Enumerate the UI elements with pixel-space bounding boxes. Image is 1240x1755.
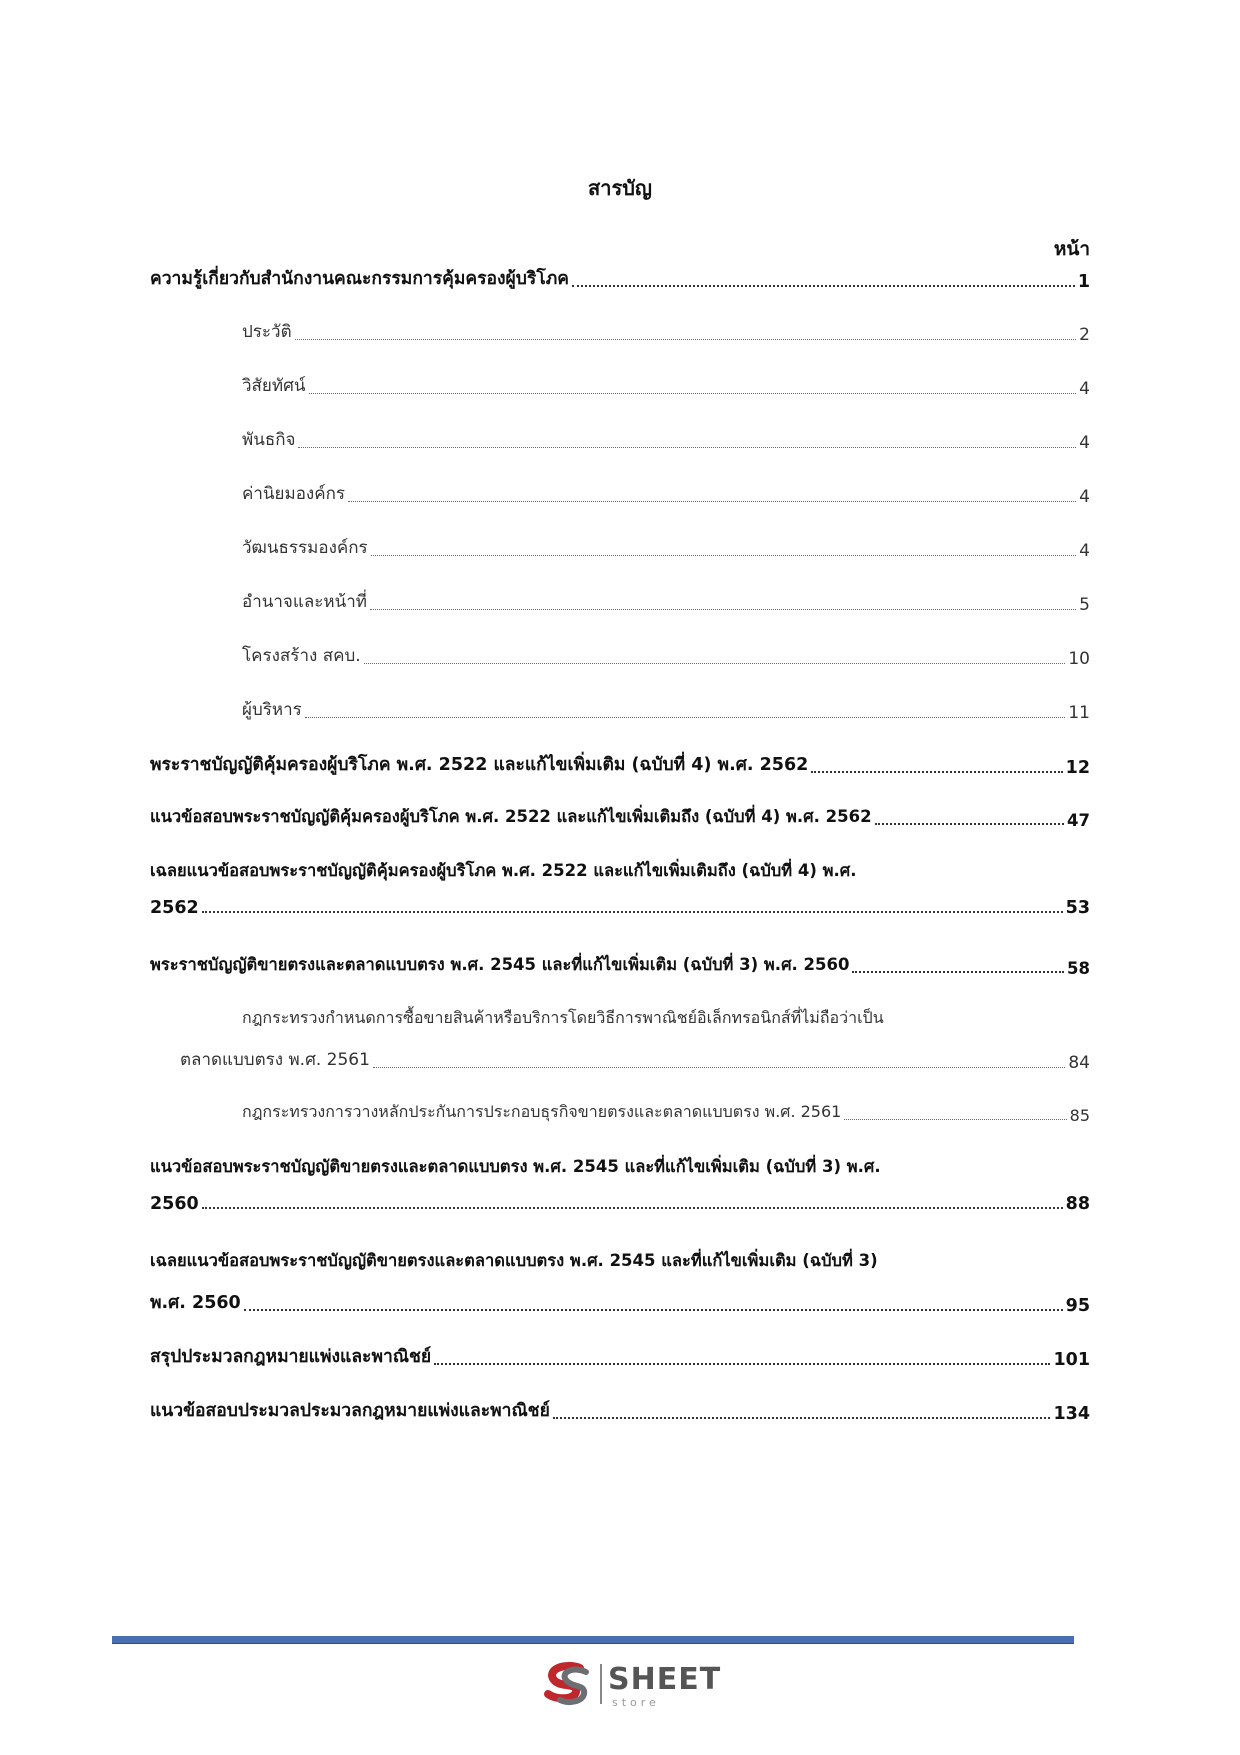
dot-leader [373,1066,1065,1068]
dot-leader [202,910,1063,913]
dot-leader [572,284,1075,287]
toc-entry-label: สรุปประมวลกฎหมายแพ่งและพาณิชย์ [150,1347,432,1367]
dot-leader [309,392,1077,394]
toc-entry-page: 1 [1077,272,1090,292]
toc-entry[interactable] [150,952,1090,978]
toc-entry-label: ความรู้เกี่ยวกับสำนักงานคณะกรรมการคุ้มครองผู้บริโภค [150,269,569,289]
toc-entry-page: 58 [1067,959,1090,978]
toc-entry[interactable] [242,642,1090,669]
dot-leader [811,770,1062,773]
logo-brand: SHEET [608,1662,722,1697]
toc-entry[interactable] [150,750,1090,778]
toc-entry-label: กฎกระทรวงการวางหลักประกันการประกอบธุรกิจขายตรงและตลาดแบบตรง พ.ศ. 2561 [242,1102,842,1121]
toc-entry[interactable] [242,534,1090,561]
toc-entry-page: 84 [1068,1053,1090,1073]
dot-leader [364,662,1066,664]
toc-entry-label: 2562 [150,898,199,918]
toc-entry[interactable] [242,426,1090,453]
toc-entry-label: ค่านิยมองค์กร [242,484,346,504]
toc-entry[interactable] [150,264,1090,292]
toc-entry[interactable] [150,898,1090,918]
toc-entry-label: พระราชบัญญัติขายตรงและตลาดแบบตรง พ.ศ. 2545 และที่แก้ไขเพิ่มเติม (ฉบับที่ 3) พ.ศ. 2560 [150,955,850,974]
toc-entry[interactable] [150,1194,1090,1214]
toc-entry[interactable] [242,588,1090,615]
toc-entry-label: วิสัยทัศน์ [242,376,306,396]
toc-entry[interactable] [180,1046,1090,1073]
toc-entry-label: ผู้บริหาร [242,700,302,720]
toc-entry-page: 88 [1065,1194,1090,1214]
toc-entry-page: 12 [1065,758,1090,778]
toc-entry[interactable] [242,480,1090,507]
toc-entry[interactable] [150,804,1090,830]
toc-entry-page: 5 [1079,595,1090,615]
toc-entry-label: อำนาจและหน้าที่ [242,592,367,612]
dot-leader [295,338,1077,340]
toc-entry-label: วัฒนธรรมองค์กร [242,538,368,558]
dot-leader [852,970,1064,973]
toc-entry-label-line1[interactable]: เฉลยแนวข้อสอบพระราชบัญญัติขายตรงและตลาดแบบตรง พ.ศ. 2545 และที่แก้ไขเพิ่มเติม (ฉบับที่ 3) [150,1251,878,1270]
toc-entry-page: 47 [1067,811,1090,830]
toc-title: สารบัญ [588,176,652,200]
dot-leader [434,1362,1050,1365]
logo-separator [600,1664,602,1704]
toc-entry-label: แนวข้อสอบประมวลประมวลกฎหมายแพ่งและพาณิชย์ [150,1401,550,1421]
logo-brand-sub: store [612,1696,660,1709]
dot-leader [305,716,1066,718]
dot-leader [370,608,1076,610]
toc-entry-page: 4 [1079,541,1090,561]
toc-entry-label: โครงสร้าง สคบ. [242,646,361,666]
sheet-store-logo [540,1660,720,1710]
toc-entry-label-line1[interactable]: เฉลยแนวข้อสอบพระราชบัญญัติคุ้มครองผู้บริโภค พ.ศ. 2522 และแก้ไขเพิ่มเติมถึง (ฉบับที่ 4) พ.ศ. [150,861,857,880]
toc-entry-label-line1[interactable]: กฎกระทรวงกำหนดการซื้อขายสินค้าหรือบริการโดยวิธีการพาณิชย์อิเล็กทรอนิกส์ที่ไม่ถือว่าเป็น [242,1008,884,1027]
toc-entry-page: 4 [1079,379,1090,399]
dot-leader [553,1416,1051,1419]
toc-entry-page: 101 [1053,1350,1090,1370]
toc-entry[interactable] [242,372,1090,399]
toc-entry-page: 2 [1079,325,1090,345]
toc-entry-page: 53 [1065,898,1090,918]
toc-entry-label: 2560 [150,1194,199,1214]
toc-entry-page: 4 [1079,433,1090,453]
toc-entry-label-line1[interactable]: แนวข้อสอบพระราชบัญญัติขายตรงและตลาดแบบตรง พ.ศ. 2545 และที่แก้ไขเพิ่มเติม (ฉบับที่ 3) พ.ศ. [150,1157,881,1176]
toc-entry[interactable] [242,318,1090,345]
toc-entry-label: พันธกิจ [242,430,296,450]
dot-leader [371,554,1076,556]
toc-entry-page: 10 [1068,649,1090,669]
dot-leader [202,1206,1063,1209]
toc-entry-page: 85 [1069,1106,1090,1125]
toc-entry[interactable] [150,1342,1090,1370]
dot-leader [875,822,1064,825]
toc-entry-page: 134 [1053,1404,1090,1424]
toc-entry-page: 4 [1079,487,1090,507]
toc-entry-label: แนวข้อสอบพระราชบัญญัติคุ้มครองผู้บริโภค พ.ศ. 2522 และแก้ไขเพิ่มเติมถึง (ฉบับที่ 4) พ.ศ. 2562 [150,807,872,826]
page-column-header: หน้า [1053,238,1090,260]
toc-entry-label: ตลาดแบบตรง พ.ศ. 2561 [180,1050,370,1070]
toc-entry-page: 11 [1068,703,1090,723]
toc-entry-label: ประวัติ [242,322,292,342]
toc-entry-label: พ.ศ. 2560 [150,1293,241,1313]
toc-entry[interactable] [242,1100,1090,1125]
dot-leader [244,1308,1063,1311]
toc-entry[interactable] [150,1288,1090,1316]
sheet-store-logo-icon [540,1660,596,1708]
toc-entry-label: พระราชบัญญัติคุ้มครองผู้บริโภค พ.ศ. 2522 และแก้ไขเพิ่มเติม (ฉบับที่ 4) พ.ศ. 2562 [150,755,809,775]
footer-rule [112,1636,1074,1644]
dot-leader [298,446,1076,448]
toc-entry[interactable] [150,1396,1090,1424]
dot-leader [844,1118,1066,1120]
toc-entry[interactable] [242,696,1090,723]
dot-leader [348,500,1076,502]
toc-entry-page: 95 [1065,1296,1090,1316]
